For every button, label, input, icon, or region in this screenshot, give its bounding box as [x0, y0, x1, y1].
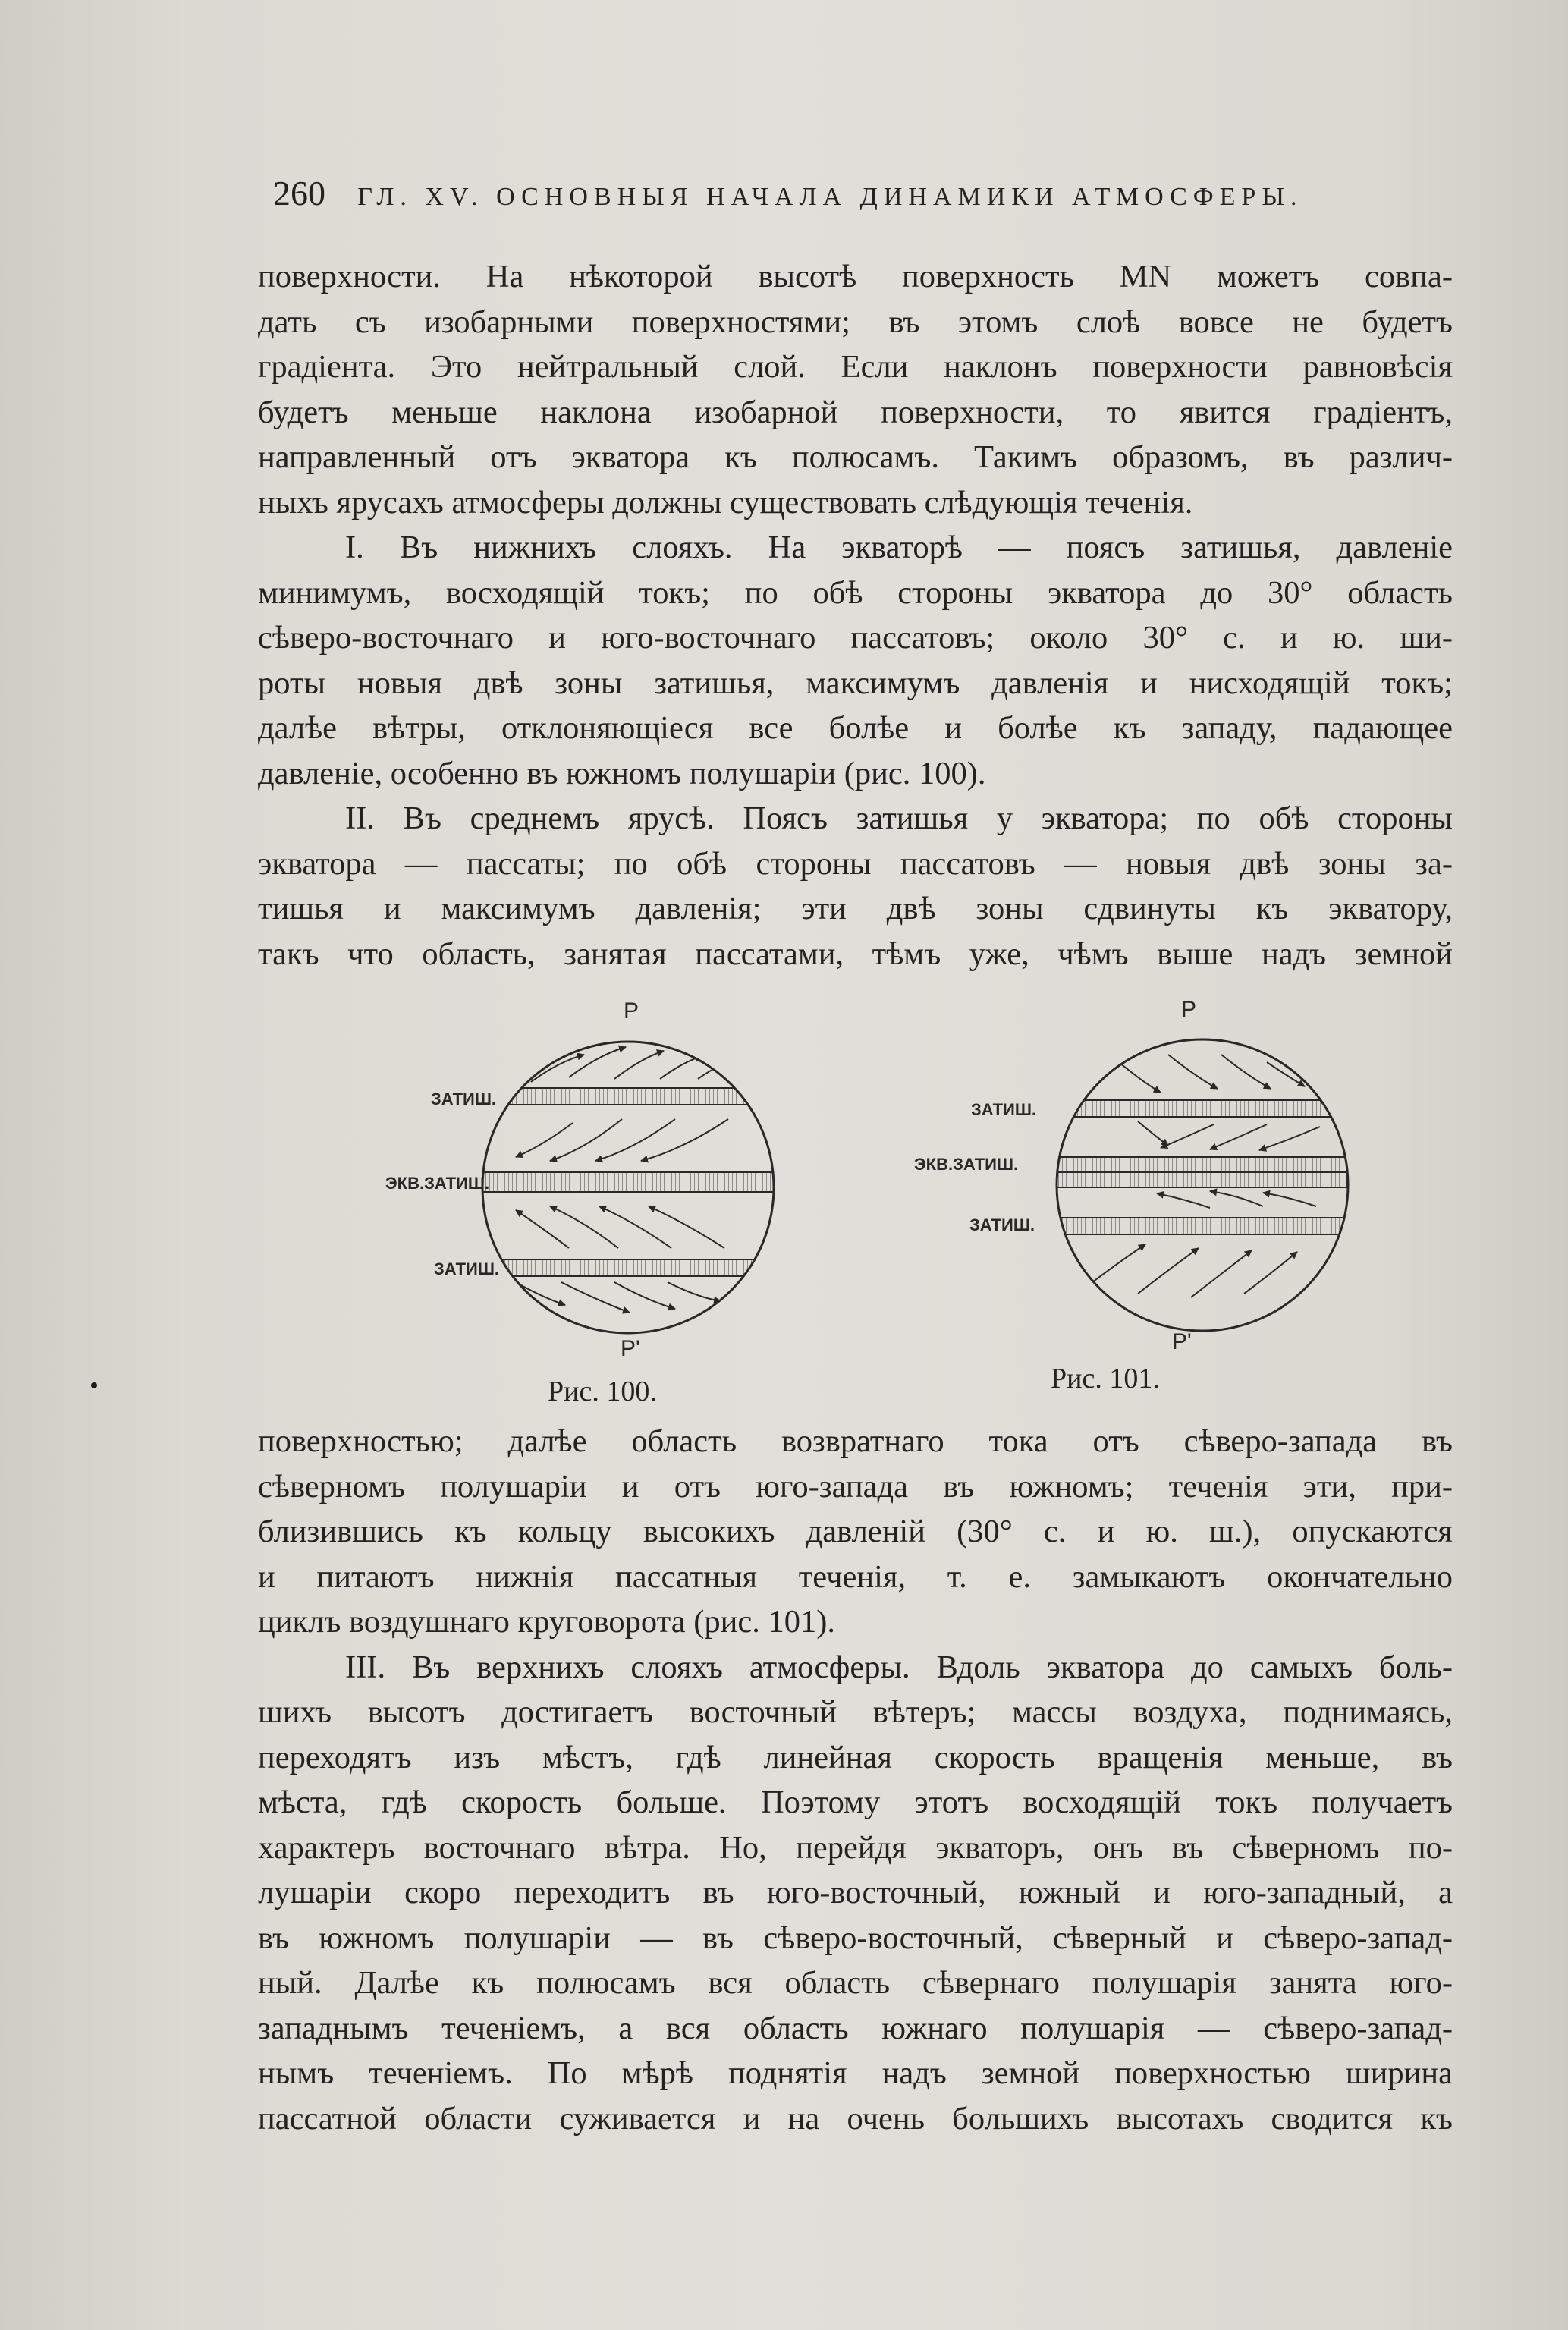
- text-line: будетъ меньше наклона изобарной поверхности, то явится градiентъ,: [258, 394, 1453, 430]
- fig100-bottom-label: P': [621, 1336, 640, 1358]
- margin-dot: [91, 1382, 97, 1388]
- fig101-top-label: P: [1181, 997, 1197, 1022]
- fig100-top-label: P: [624, 998, 639, 1024]
- figure-100: [379, 979, 804, 1358]
- fig101-bottom-label: P': [1172, 1329, 1192, 1351]
- text-line: ный. Далѣе къ полюсамъ вся область сѣвернаго полушарiя занята юго-: [258, 1965, 1453, 2001]
- text-line: II. Въ среднемъ ярусѣ. Поясъ затишья у экватора; по обѣ стороны: [345, 800, 1453, 836]
- text-line: направленный отъ экватора къ полюсамъ. Такимъ образомъ, въ различ-: [258, 439, 1453, 475]
- text-line: лушарiи скоро переходитъ въ юго-восточный, южный и юго-западный, а: [258, 1875, 1453, 1910]
- text-line: близившись къ кольцу высокихъ давленiй (30° с. и ю. ш.), опускаются: [258, 1514, 1453, 1549]
- text-line: сѣверномъ полушарiи и отъ юго-запада въ южномъ; теченiя эти, при-: [258, 1468, 1453, 1505]
- text-line: далѣе вѣтры, отклоняющiеся все болѣе и болѣе къ западу, падающее: [258, 710, 1453, 746]
- text-line: въ южномъ полушарiи — въ сѣверо-восточный, сѣверный и сѣверо-запад-: [258, 1920, 1453, 1956]
- fig101-label-lower: ЗАТИШ.: [969, 1215, 1035, 1234]
- text-line: циклъ воздушнаго круговорота (рис. 101).: [258, 1604, 835, 1640]
- fig100-label-equator: ЭКВ.ЗАТИШ.: [385, 1174, 490, 1193]
- text-line: давленiе, особенно въ южномъ полушарiи (рис. 100).: [258, 755, 986, 791]
- text-block-upper: [258, 254, 1453, 976]
- text-line: и питаютъ нижнiя пассатныя теченiя, т. е. замыкаютъ окончательно: [258, 1558, 1453, 1595]
- text-line: переходятъ изъ мѣстъ, гдѣ линейная скорость вращенiя меньше, въ: [258, 1739, 1453, 1775]
- figure-101-caption: Рис. 101.: [1051, 1363, 1160, 1395]
- fig100-label-upper: ЗАТИШ.: [431, 1090, 497, 1108]
- text-line: такъ что область, занятая пассатами, тѣмъ уже, чѣмъ выше надъ земной: [258, 935, 1453, 972]
- text-line: поверхностью; далѣе область возвратнаго тока отъ сѣверо-запада въ: [258, 1423, 1453, 1459]
- figure-100-caption: Рис. 100.: [548, 1376, 657, 1407]
- page-number: 260: [273, 174, 325, 212]
- text-line: шихъ высотъ достигаетъ восточный вѣтеръ; массы воздуха, поднимаясь,: [258, 1694, 1453, 1730]
- text-line: минимумъ, восходящiй токъ; по обѣ стороны экватора до 30° область: [258, 574, 1453, 611]
- running-header: [273, 173, 1381, 213]
- figure-101: [910, 986, 1365, 1351]
- text-line: тишья и максимумъ давленiя; эти двѣ зоны сдвинуты къ экватору,: [258, 891, 1453, 926]
- text-line: роты новыя двѣ зоны затишья, максимумъ давленiя и нисходящiй токъ;: [258, 665, 1453, 701]
- fig101-label-equator: ЭКВ.ЗАТИШ.: [914, 1155, 1019, 1174]
- fig101-label-upper: ЗАТИШ.: [971, 1100, 1037, 1119]
- text-line: III. Въ верхнихъ слояхъ атмосферы. Вдоль экватора до самыхъ боль-: [345, 1649, 1453, 1685]
- text-line: ныхъ ярусахъ атмосферы должны существовать слѣдующiя теченiя.: [258, 484, 1193, 520]
- text-line: западнымъ теченiемъ, а вся область южнаго полушарiя — сѣверо-запад-: [258, 2010, 1453, 2046]
- text-line: мѣста, гдѣ скорость больше. Поэтому этотъ восходящiй токъ получаетъ: [258, 1784, 1453, 1820]
- text-line: I. Въ нижнихъ слояхъ. На экваторѣ — поясъ затишья, давленiе: [345, 530, 1453, 565]
- text-line: пассатной области суживается и на очень большихъ высотахъ сводится къ: [258, 2100, 1453, 2137]
- text-block-lower: [258, 1419, 1453, 2141]
- text-line: поверхности. На нѣкоторой высотѣ поверхность MN можетъ совпа-: [258, 259, 1453, 294]
- text-line: градiента. Это нейтральный слой. Если наклонъ поверхности равновѣсiя: [258, 349, 1453, 385]
- fig100-label-lower: ЗАТИШ.: [434, 1259, 500, 1278]
- text-line: характеръ восточнаго вѣтра. Но, перейдя экваторъ, онъ въ сѣверномъ по-: [258, 1829, 1453, 1866]
- text-line: нымъ теченiемъ. По мѣрѣ поднятiя надъ земной поверхностью ширина: [258, 2055, 1453, 2091]
- text-line: сѣверо-восточнаго и юго-восточнаго пассатовъ; около 30° с. и ю. ши-: [258, 620, 1453, 656]
- text-line: дать съ изобарными поверхностями; въ этомъ слоѣ вовсе не будетъ: [258, 303, 1453, 340]
- text-line: экватора — пассаты; по обѣ стороны пассатовъ — новыя двѣ зоны за-: [258, 845, 1453, 882]
- chapter-title: ГЛ. XV. ОСНОВНЫЯ НАЧАЛА ДИНАМИКИ АТМОСФЕРЫ.: [357, 183, 1303, 211]
